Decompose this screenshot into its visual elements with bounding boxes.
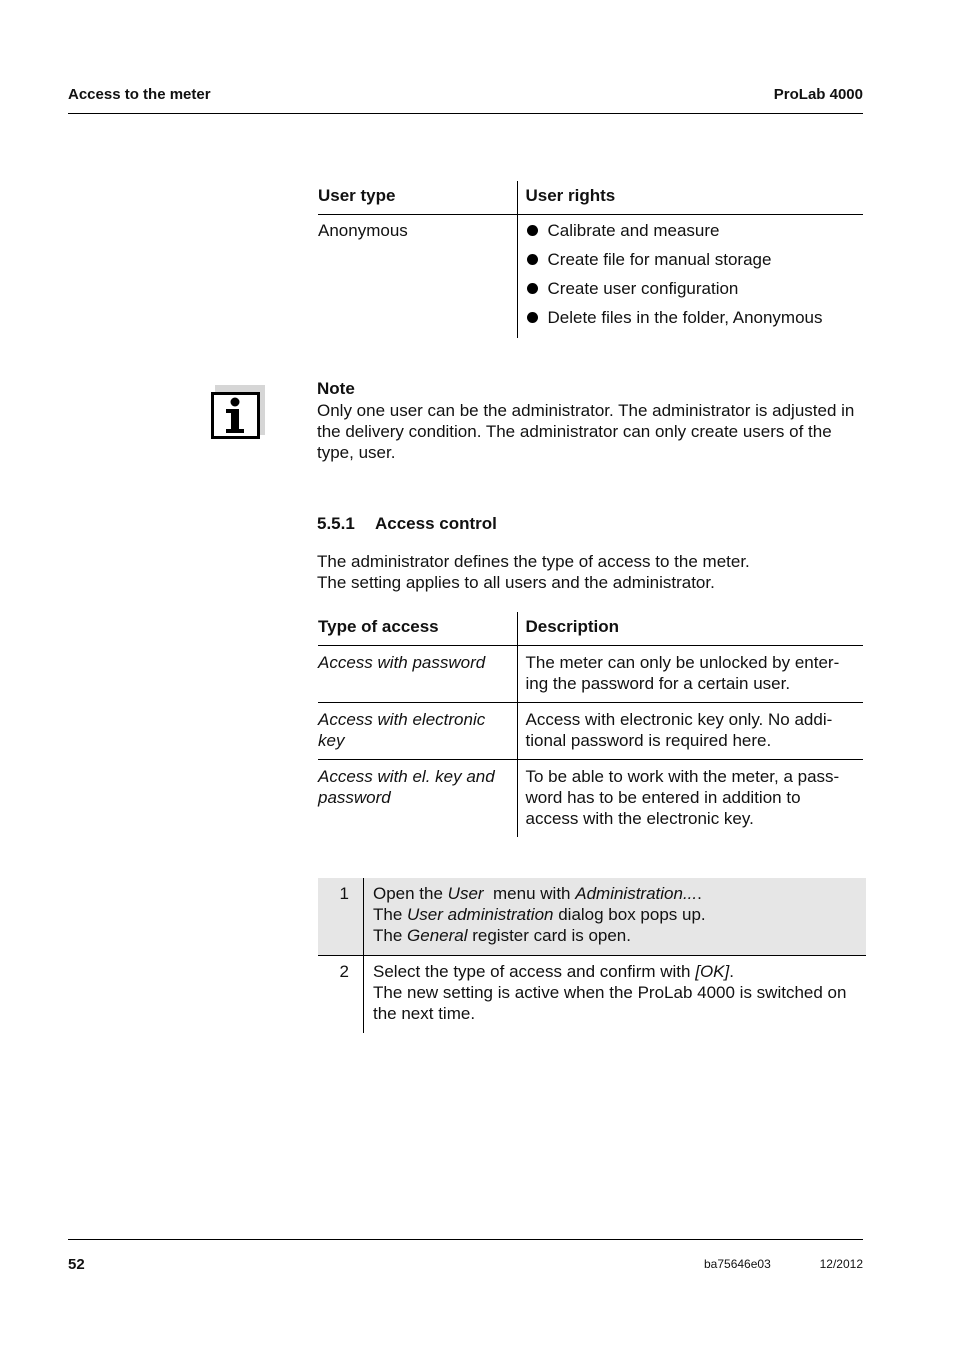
list-item: Calibrate and measure — [526, 220, 856, 249]
menu-name-user: User — [447, 884, 484, 903]
footer-divider — [68, 1239, 863, 1240]
menu-item-administration: Administration... — [575, 884, 698, 903]
user-rights-list — [526, 220, 856, 336]
intro-line: The administrator defines the type of access to the meter. — [317, 552, 750, 571]
step-text: Select the type of access and confirm with [OK]. The new setting is active when the ProLab 4000 is switched on the next time. — [364, 956, 867, 1034]
list-item: Delete files in the folder, Anonymous — [526, 307, 856, 336]
page-number: 52 — [68, 1256, 85, 1273]
document-id: ba75646e03 — [704, 1257, 771, 1271]
bullet-icon — [527, 254, 538, 265]
access-description-cell: The meter can only be unlocked by enter- ing the password for a certain user. — [525, 653, 840, 693]
info-icon — [211, 385, 265, 439]
user-rights-table — [318, 181, 863, 338]
step-row — [318, 878, 866, 956]
user-type-cell: Anonymous — [318, 215, 517, 339]
column-header-description: Description — [517, 612, 863, 646]
access-description-cell: To be able to work with the meter, a pass- word has to be entered in addition to access with the electronic key. — [517, 760, 863, 838]
bullet-icon — [527, 312, 538, 323]
ok-button-reference: [OK] — [695, 962, 730, 981]
table-row — [318, 703, 863, 760]
access-type-cell: Access with electronic key — [318, 703, 517, 760]
step-text: Open the User menu with Administration.... The User administration dialog box pops up. The General register card is open. — [364, 878, 867, 956]
column-header-user-rights: User rights — [517, 181, 863, 215]
access-type-cell: Access with password — [318, 646, 517, 703]
note-title: Note — [317, 379, 355, 398]
intro-line: The setting applies to all users and the administrator. — [317, 573, 715, 592]
intro-paragraph — [317, 551, 750, 593]
header-product-name: ProLab 4000 — [773, 86, 863, 103]
bullet-icon — [527, 225, 538, 236]
table-row — [318, 760, 863, 838]
column-header-user-type: User type — [318, 181, 517, 215]
access-type-cell: Access with el. key and password — [318, 760, 517, 838]
access-type-table — [318, 612, 863, 837]
section-heading — [317, 514, 497, 534]
access-description-cell: Access with electronic key only. No addi- tional password is required here. — [517, 703, 863, 760]
table-row — [318, 215, 863, 339]
bullet-icon — [527, 283, 538, 294]
register-card-name: General — [407, 926, 468, 945]
dialog-name: User administration — [407, 905, 554, 924]
note-text: Only one user can be the administrator. The administrator is adjusted in the delivery condition. The administrator can only create users of the type, user. — [317, 401, 855, 462]
table-row — [318, 646, 863, 703]
column-header-type-of-access: Type of access — [318, 612, 517, 646]
step-number: 1 — [318, 878, 364, 956]
header-divider — [68, 113, 863, 114]
section-title: Access control — [375, 514, 497, 533]
step-row — [318, 956, 866, 1034]
step-number: 2 — [318, 956, 364, 1034]
document-date: 12/2012 — [819, 1257, 863, 1271]
header-section-title: Access to the meter — [68, 86, 211, 103]
list-item: Create file for manual storage — [526, 249, 856, 278]
section-number: 5.5.1 — [317, 514, 355, 533]
procedure-steps — [318, 878, 866, 1033]
list-item: Create user configuration — [526, 278, 856, 307]
